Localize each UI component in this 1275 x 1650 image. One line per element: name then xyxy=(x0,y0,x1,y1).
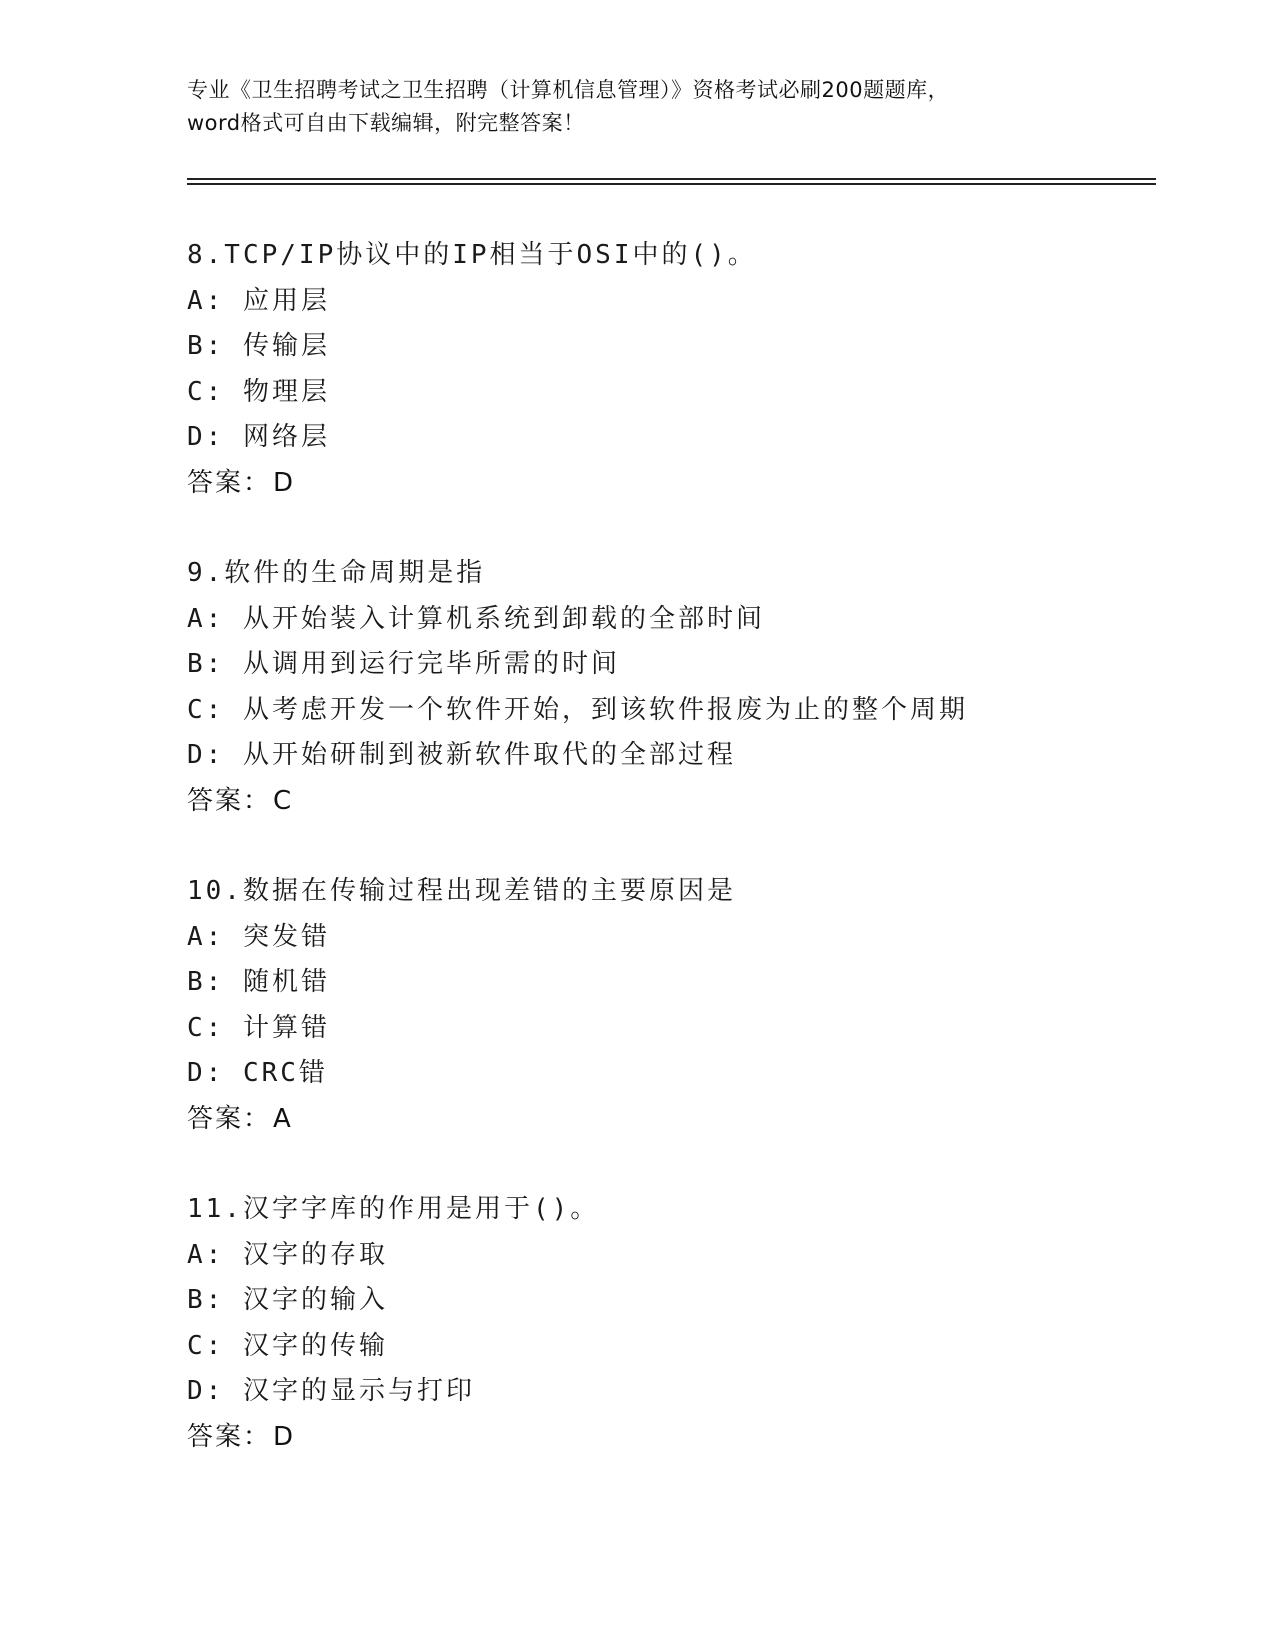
option-b: B: 传输层 xyxy=(187,331,330,361)
option-c: C: 计算错 xyxy=(187,1012,330,1043)
answer-label: 答案： xyxy=(187,1103,272,1134)
question-item xyxy=(187,869,1147,1142)
header-divider-bottom xyxy=(187,183,1156,185)
header-line-1: 专业《卫生招聘考试之卫生招聘（计算机信息管理）》资格考试必刷200题题库， xyxy=(187,78,950,102)
option-b: B: 从调用到运行完毕所需的时间 xyxy=(187,649,620,679)
question-item xyxy=(187,1187,1147,1460)
answer-line xyxy=(187,1097,1147,1143)
answer-line xyxy=(187,1415,1147,1461)
header-line-2: word格式可自由下载编辑，附完整答案！ xyxy=(187,111,585,135)
question-text: 10.数据在传输过程出现差错的主要原因是 xyxy=(187,876,736,906)
question-text: 11.汉字字库的作用是用于()。 xyxy=(187,1194,600,1224)
document-header xyxy=(187,74,1087,140)
question-list xyxy=(187,233,1147,1505)
question-item xyxy=(187,233,1147,506)
answer-label: 答案： xyxy=(187,467,272,498)
option-a: A: 从开始装入计算机系统到卸载的全部时间 xyxy=(187,603,765,634)
answer-value: A xyxy=(273,1103,293,1134)
option-d: D: 网络层 xyxy=(187,422,330,452)
option-c: C: 物理层 xyxy=(187,376,330,407)
option-d: D: 汉字的显示与打印 xyxy=(187,1376,475,1406)
option-c: C: 汉字的传输 xyxy=(187,1330,388,1361)
option-b: B: 随机错 xyxy=(187,967,330,997)
answer-label: 答案： xyxy=(187,1421,272,1452)
answer-value: C xyxy=(273,785,294,816)
header-divider-top xyxy=(187,178,1156,180)
option-b: B: 汉字的输入 xyxy=(187,1285,388,1315)
question-text: 9.软件的生命周期是指 xyxy=(187,558,486,588)
answer-line xyxy=(187,461,1147,507)
option-d: D: CRC错 xyxy=(187,1058,328,1088)
option-d: D: 从开始研制到被新软件取代的全部过程 xyxy=(187,740,736,770)
option-c: C: 从考虑开发一个软件开始，到该软件报废为止的整个周期 xyxy=(187,694,968,725)
option-a: A: 汉字的存取 xyxy=(187,1239,388,1270)
answer-value: D xyxy=(273,1421,296,1452)
option-a: A: 应用层 xyxy=(187,285,330,316)
answer-line xyxy=(187,779,1147,825)
answer-label: 答案： xyxy=(187,785,272,816)
option-a: A: 突发错 xyxy=(187,921,330,952)
question-item xyxy=(187,551,1147,824)
answer-value: D xyxy=(273,467,296,498)
question-text: 8.TCP/IP协议中的IP相当于OSI中的()。 xyxy=(187,240,757,270)
